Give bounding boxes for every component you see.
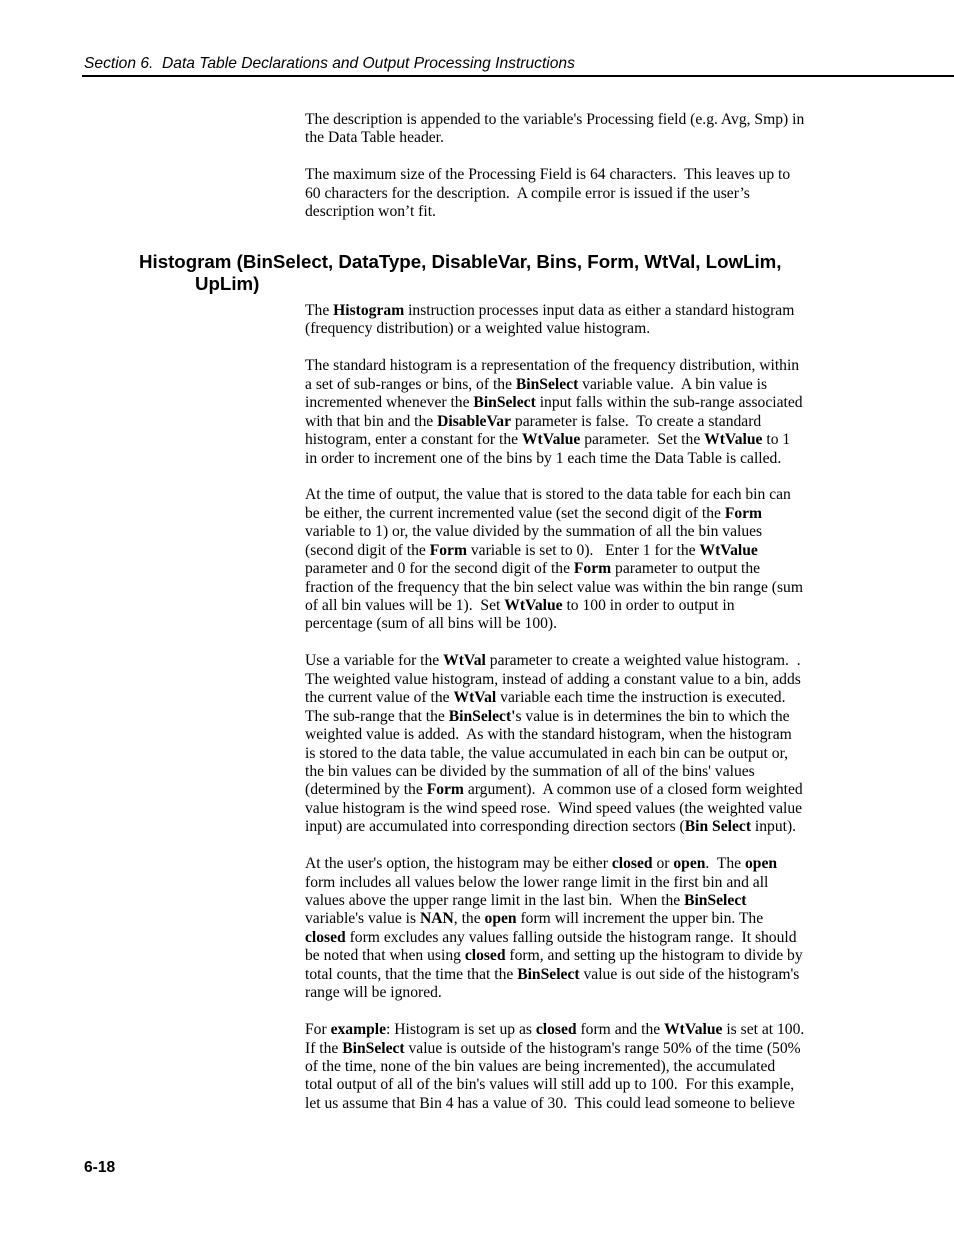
bold-term: BinSelect' — [448, 707, 516, 725]
text-line — [305, 745, 865, 763]
text-run: a set of sub-ranges or bins, of the — [305, 375, 516, 393]
bold-term: Form — [724, 504, 763, 522]
bold-term: WtValue — [664, 1021, 723, 1039]
text-line — [305, 818, 865, 836]
text-line — [305, 486, 865, 504]
text-run: variable is set to 0). Enter 1 for the — [466, 541, 700, 559]
text-line — [305, 597, 865, 615]
text-line — [305, 966, 865, 984]
section-heading — [139, 251, 781, 295]
bold-term: BinSelect — [515, 375, 579, 393]
text-line — [305, 394, 865, 412]
text-run: For — [305, 1021, 331, 1039]
text-line — [305, 689, 865, 707]
text-run: At the user's option, the histogram may be either — [305, 855, 612, 873]
bold-term: WtValue — [504, 597, 563, 614]
text-run: range will be ignored. — [305, 984, 442, 1002]
histogram-text — [305, 302, 865, 1132]
text-run: the Data Table header. — [305, 129, 444, 147]
text-run: s value is in determines the bin to which the — [515, 707, 790, 725]
intro-text — [305, 111, 865, 240]
text-run: parameter is false. To create a standard — [511, 412, 762, 430]
text-run: argument). A common use of a closed form weighted — [463, 781, 803, 799]
bold-term: Form — [573, 560, 612, 578]
text-run: variable each time the instruction is executed. — [496, 689, 786, 707]
text-line — [305, 1040, 865, 1058]
bold-term: BinSelect — [684, 892, 747, 909]
text-run: total output of all of the bin's values will still add up to 100. For this example, — [305, 1076, 795, 1094]
text-run: be noted that when using — [305, 947, 465, 965]
text-line — [305, 874, 865, 892]
text-run: The maximum size of the Processing Field is 64 characters. This leaves up to — [305, 166, 791, 184]
text-line — [305, 579, 865, 597]
text-line — [305, 542, 865, 560]
text-run: weighted value is added. As with the standard histogram, when the histogram — [305, 726, 792, 744]
text-run: description won’t fit. — [305, 203, 436, 221]
text-line — [305, 855, 865, 873]
text-line — [305, 652, 865, 670]
text-line — [305, 431, 865, 449]
text-line — [305, 1021, 865, 1039]
histogram-paragraph — [305, 652, 865, 836]
text-line — [305, 111, 865, 129]
text-run: is set at 100. — [722, 1021, 805, 1039]
text-line — [305, 726, 865, 744]
text-line — [305, 413, 865, 431]
text-run: variable to 1) or, the value divided by the summation of all the bin values — [305, 523, 763, 541]
text-line — [305, 450, 865, 468]
text-run: The sub-range that the — [305, 707, 449, 725]
heading-line: UpLim) — [195, 273, 260, 294]
text-line — [305, 523, 865, 541]
text-run: (second digit of the — [305, 541, 430, 559]
text-line — [305, 671, 865, 689]
bold-term: BinSelect — [517, 965, 580, 983]
text-line — [305, 929, 865, 947]
text-run: value histogram is the wind speed rose. Wind speed values (the weighted value — [305, 799, 803, 817]
text-run: If the — [305, 1039, 343, 1057]
histogram-paragraph — [305, 357, 865, 468]
text-run: The standard histogram is a representation of the frequency distribution, within — [305, 357, 800, 375]
bold-term: WtVal — [443, 652, 486, 670]
text-run: : Histogram is set up as — [386, 1021, 536, 1039]
bold-term: open — [673, 855, 706, 873]
text-run: parameter to output the — [611, 560, 761, 578]
text-line — [305, 1058, 865, 1076]
text-line — [305, 376, 865, 394]
text-run: The — [305, 302, 334, 319]
histogram-paragraph — [305, 1021, 865, 1113]
bold-term: WtValue — [699, 541, 758, 559]
text-run: fraction of the frequency that the bin select value was within the bin range (sum — [305, 578, 803, 596]
text-run: parameter. Set the — [580, 431, 705, 449]
bold-term: WtVal — [453, 689, 497, 707]
text-run: of all bin values will be 1). Set — [305, 597, 505, 614]
bold-term: Bin Select — [684, 818, 752, 836]
text-run: form excludes any values falling outside the histogram range. It should — [345, 928, 797, 946]
text-run: variable's value is — [305, 910, 420, 928]
text-run: variable value. A bin value is — [578, 375, 768, 393]
text-line — [305, 505, 865, 523]
text-run: input). — [751, 818, 797, 836]
text-run: instruction processes input data as either a standard histogram — [404, 302, 795, 319]
text-run: to 100 in order to output in — [562, 597, 735, 614]
text-run: of the time, none of the bin values are being incremented), the accumulated — [305, 1057, 776, 1075]
text-run: with that bin and the — [305, 412, 438, 430]
text-run: Use a variable for the — [305, 652, 444, 670]
text-line — [305, 203, 865, 221]
text-run: form and the — [576, 1021, 665, 1039]
text-run: in order to increment one of the bins by 1 each time the Data Table is called. — [305, 449, 782, 467]
text-line — [305, 320, 865, 338]
text-run: input falls within the sub-range associated — [535, 394, 803, 412]
text-line — [305, 357, 865, 375]
text-line — [305, 615, 865, 633]
text-run: , the — [453, 910, 485, 928]
bold-term: open — [484, 910, 517, 928]
text-run: value is outside of the histogram's range 50% of the time (50% — [404, 1039, 801, 1057]
header-rule — [82, 75, 954, 77]
text-run: The description is appended to the variable's Processing field (e.g. Avg, Smp) in — [305, 111, 805, 128]
page-number: 6-18 — [84, 1159, 116, 1176]
bold-term: NAN — [419, 910, 454, 928]
text-line — [305, 166, 865, 184]
text-run: input) are accumulated into corresponding direction sectors ( — [305, 818, 685, 836]
text-run: 60 characters for the description. A compile error is issued if the user’s — [305, 184, 750, 202]
bold-term: example — [330, 1021, 386, 1039]
text-run: . The — [705, 855, 745, 873]
running-header: Section 6. Data Table Declarations and Output Processing Instructions — [84, 55, 575, 72]
histogram-paragraph — [305, 302, 865, 339]
bold-term: closed — [535, 1021, 577, 1039]
histogram-paragraph — [305, 486, 865, 634]
text-line — [305, 892, 865, 910]
text-run: form will increment the upper bin. The — [516, 910, 764, 928]
text-run: incremented whenever the — [305, 394, 474, 412]
text-line — [305, 763, 865, 781]
intro-paragraph — [305, 166, 865, 221]
text-run: At the time of output, the value that is stored to the data table for each bin can — [305, 486, 791, 504]
text-run: form, and setting up the histogram to divide by — [505, 947, 803, 965]
bold-term: BinSelect — [342, 1039, 405, 1057]
intro-paragraph — [305, 111, 865, 148]
heading-line: Histogram (BinSelect, DataType, DisableVar, Bins, Form, WtVal, LowLim, — [139, 251, 782, 272]
bold-term: WtValue — [704, 431, 763, 449]
bold-term: closed — [464, 947, 506, 965]
text-run: parameter to create a weighted value histogram. . — [485, 652, 801, 670]
bold-term: BinSelect — [473, 394, 536, 412]
text-run: the current value of the — [305, 689, 454, 707]
text-line — [305, 781, 865, 799]
text-run: The weighted value histogram, instead of adding a constant value to a bin, adds — [305, 670, 801, 688]
text-run: (frequency distribution) or a weighted value histogram. — [305, 320, 651, 338]
text-line — [305, 947, 865, 965]
text-run: parameter and 0 for the second digit of the — [305, 560, 574, 578]
text-run: percentage (sum of all bins will be 100). — [305, 615, 558, 633]
bold-term: Histogram — [333, 302, 405, 319]
bold-term: open — [744, 855, 778, 873]
bold-term: Form — [429, 541, 467, 559]
bold-term: closed — [305, 928, 346, 946]
text-run: form includes all values below the lower range limit in the first bin and all — [305, 873, 769, 891]
text-run: value is out side of the histogram's — [579, 965, 800, 983]
text-run: let us assume that Bin 4 has a value of 30. This could lead someone to believe — [305, 1094, 795, 1112]
text-line — [305, 129, 865, 147]
text-run: or — [652, 855, 674, 873]
text-run: be either, the current incremented value (set the second digit of the — [305, 504, 725, 522]
text-line — [305, 910, 865, 928]
text-line — [305, 560, 865, 578]
histogram-paragraph — [305, 855, 865, 1003]
text-line — [305, 708, 865, 726]
text-run: histogram, enter a constant for the — [305, 431, 522, 449]
text-run: total counts, that the time that the — [305, 965, 518, 983]
text-run: (determined by the — [305, 781, 427, 799]
bold-term: WtValue — [521, 431, 581, 449]
text-line — [305, 185, 865, 203]
bold-term: DisableVar — [437, 412, 512, 430]
text-run: values above the upper range limit in the last bin. When the — [305, 892, 685, 909]
text-line — [305, 800, 865, 818]
text-line — [305, 984, 865, 1002]
text-run: is stored to the data table, the value accumulated in each bin can be output or, — [305, 744, 789, 762]
bold-term: Form — [426, 781, 464, 799]
text-run: the bin values can be divided by the summation of all of the bins' values — [305, 762, 755, 780]
text-line — [305, 1095, 865, 1113]
text-line — [305, 1076, 865, 1094]
text-line — [305, 302, 865, 320]
bold-term: closed — [611, 855, 653, 873]
text-run: to 1 — [762, 431, 791, 449]
